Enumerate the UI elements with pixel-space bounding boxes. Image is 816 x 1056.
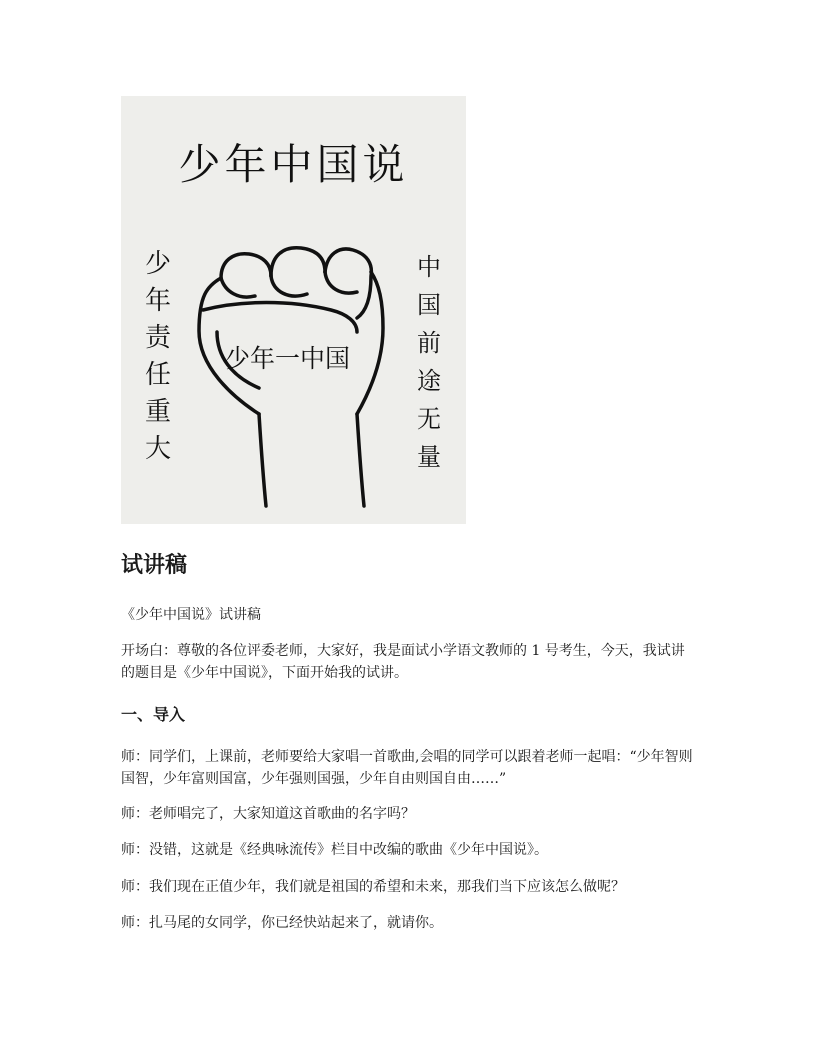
fist-drawing-image (121, 96, 466, 524)
document-heading: 试讲稿 (121, 553, 188, 578)
paragraph: 师：老师唱完了，大家知道这首歌曲的名字吗？ (121, 806, 415, 822)
paragraph: 师：同学们，上课前，老师要给大家唱一首歌曲,会唱的同学可以跟着老师一起唱：“少年智则国智，少年富则国富，少年强则国强，少年自由则国自由……” (121, 749, 693, 787)
drawing-left-caption: 少年责任重大 (144, 249, 171, 464)
document-body (121, 548, 697, 931)
document-subtitle: 《少年中国说》试讲稿 (121, 607, 261, 623)
opening-paragraph: 开场白：尊敬的各位评委老师，大家好，我是面试小学语文教师的 1 号考生，今天，我试讲的题目是《少年中国说》，下面开始我的试讲。 (121, 643, 685, 681)
paragraph: 师：我们现在正值少年，我们就是祖国的希望和未来，那我们当下应该怎么做呢？ (121, 879, 625, 895)
drawing-fist-caption: 少年一中国 (225, 344, 351, 373)
drawing-right-caption: 中国前途无量 (417, 253, 441, 471)
paragraph: 师：没错，这就是《经典咏流传》栏目中改编的歌曲《少年中国说》。 (121, 842, 548, 858)
drawing-title: 少年中国说 (178, 140, 409, 189)
section-heading-intro: 一、导入 (121, 705, 186, 724)
paragraph: 师：扎马尾的女同学，你已经快站起来了，就请你。 (121, 915, 443, 931)
